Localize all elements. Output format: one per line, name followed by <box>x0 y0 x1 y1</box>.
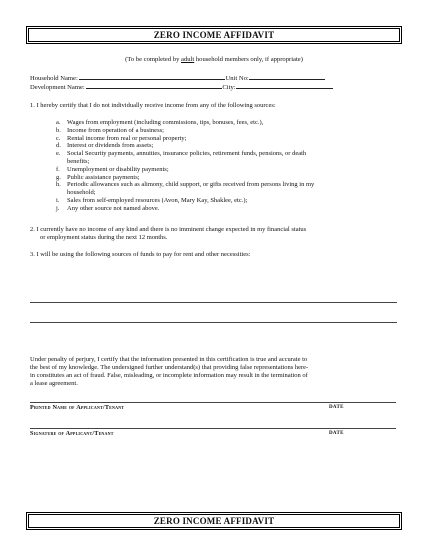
section-3-text: 3. I will be using the following sources of funds to pay for rent and other necessities: <box>30 251 251 258</box>
source-item-h: h. Periodic allowances such as alimony, child support, or gifts received from persons living in my household; <box>56 181 315 197</box>
signature-line[interactable] <box>30 428 396 429</box>
subtitle-prefix: (To be completed by <box>125 56 182 63</box>
source-item-f: f. Unemployment or disability payments; <box>56 165 169 173</box>
subtitle-suffix: household members only, if appropriate) <box>194 56 303 63</box>
funds-answer-line-2[interactable] <box>30 322 397 323</box>
city-field[interactable] <box>236 82 333 89</box>
printed-name-line[interactable] <box>30 402 396 403</box>
source-item-a: a. Wages from employment (including commissions, tips, bonuses, fees, etc.), <box>56 119 264 126</box>
section-2-line-1: 2. I currently have no income of any kind and there is no imminent change expected in my financial status <box>30 226 307 233</box>
perjury-line-3: in constitutes an act of fraud. False, misleading, or incomplete information may result in the termination of <box>30 372 308 379</box>
household-name-label: Household Name: <box>30 75 78 82</box>
development-row <box>30 82 333 92</box>
subtitle <box>0 56 428 64</box>
funds-answer-line-1[interactable] <box>30 302 397 303</box>
printed-name-label: Printed Name of Applicant/Tenant <box>30 404 125 411</box>
development-name-field[interactable] <box>86 82 222 89</box>
source-item-j: j. Any other source not named above. <box>56 204 160 212</box>
source-item-c: c. Rental income from real or personal property; <box>56 134 187 142</box>
source-item-i: i. Sales from self-employed resources (Avon, Mary Kay, Shaklee, etc.); <box>56 197 248 204</box>
subtitle-adult: adult <box>181 56 195 63</box>
household-name-field[interactable] <box>79 73 225 80</box>
printed-name-date-label: DATE <box>329 405 344 410</box>
section-2-line-2: or employment status during the next 12 months. <box>40 234 168 241</box>
development-name-label: Development Name: <box>30 84 85 91</box>
source-item-b: b. Income from operation of a business; <box>56 126 164 134</box>
source-item-e: e. Social Security payments, annuities, insurance policies, retirement funds, pensions, or death benefits; <box>56 150 307 165</box>
source-item-g: g. Public assistance payments; <box>56 173 140 181</box>
perjury-line-1: Under penalty of perjury, I certify that the information presented in this certification is true and accurate to <box>30 356 308 363</box>
signature-label: Signature of Applicant/Tenant <box>30 430 114 437</box>
source-item-d: d. Interest or dividends from assets; <box>56 142 154 150</box>
perjury-line-2: the best of my knowledge. The undersigned further understand(s) that providing false representations here- <box>30 364 309 371</box>
page-title: ZERO INCOME AFFIDAVIT <box>28 28 400 42</box>
footer-title: ZERO INCOME AFFIDAVIT <box>28 514 400 528</box>
signature-date-label: DATE <box>329 431 344 436</box>
city-label: City: <box>222 84 236 91</box>
unit-no-label: Unit No: <box>225 75 249 82</box>
perjury-line-4: a lease agreement. <box>30 380 78 387</box>
section-1-text: 1. I hereby certify that I do not individually receive income from any of the following sources: <box>30 102 276 109</box>
unit-no-field[interactable] <box>249 73 325 80</box>
